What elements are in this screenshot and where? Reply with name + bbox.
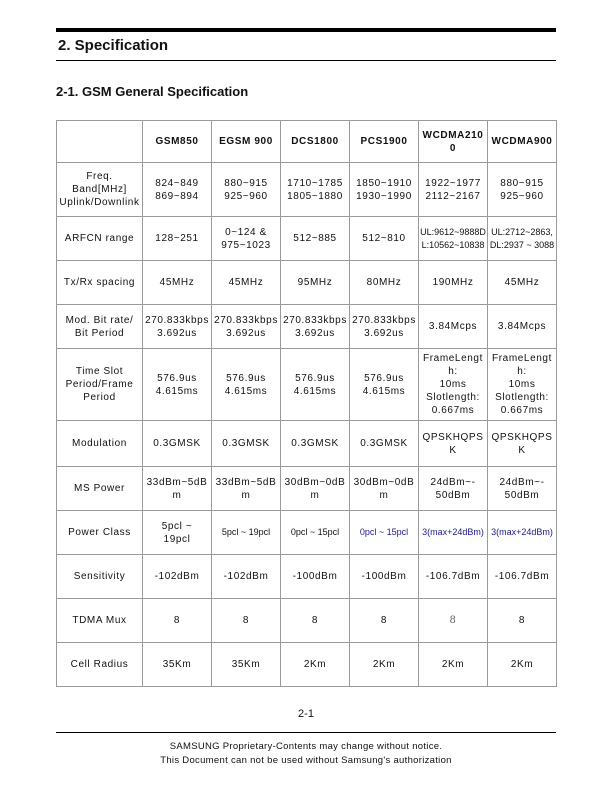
table-cell: 576.9us 4.615ms xyxy=(143,349,212,421)
table-row xyxy=(57,349,557,421)
table-cell: 45MHz xyxy=(143,261,212,305)
table-row xyxy=(57,217,557,261)
table-cell: 95MHz xyxy=(281,261,350,305)
header-cell-dcs1800: DCS1800 xyxy=(281,121,350,163)
table-cell: 33dBm~5dBm xyxy=(143,467,212,511)
header-cell-pcs1900: PCS1900 xyxy=(350,121,419,163)
table-cell: 8 xyxy=(488,599,557,643)
table-cell: 2Km xyxy=(350,643,419,687)
table-cell: 824~849 869~894 xyxy=(143,163,212,217)
table-cell: -100dBm xyxy=(350,555,419,599)
table-cell: 8 xyxy=(212,599,281,643)
table-cell: 30dBm~0dBm xyxy=(350,467,419,511)
table-cell: 2Km xyxy=(419,643,488,687)
top-rule xyxy=(56,28,556,32)
table-cell: -100dBm xyxy=(281,555,350,599)
section-title: 2. Specification xyxy=(58,37,169,54)
table-row xyxy=(57,421,557,467)
row-label-sensitivity: Sensitivity xyxy=(57,555,143,599)
row-label-freq-band: Freq. Band[MHz] Uplink/Downlink xyxy=(57,163,143,217)
table-cell: FrameLength: 10ms Slotlength: 0.667ms xyxy=(488,349,557,421)
header-cell-wcdma900: WCDMA900 xyxy=(488,121,557,163)
table-cell: 8 xyxy=(281,599,350,643)
table-cell: 8 xyxy=(143,599,212,643)
row-label-mod-bit-rate: Mod. Bit rate/ Bit Period xyxy=(57,305,143,349)
table-cell: 8 xyxy=(350,599,419,643)
header-cell-gsm850: GSM850 xyxy=(143,121,212,163)
page-number: 2-1 xyxy=(298,708,314,720)
header-row xyxy=(57,121,557,163)
table-row xyxy=(57,467,557,511)
table-cell: 880~915 925~960 xyxy=(488,163,557,217)
header-cell-egsm900: EGSM 900 xyxy=(212,121,281,163)
table-cell: -106.7dBm xyxy=(488,555,557,599)
header-cell-wcdma2100: WCDMA2100 xyxy=(419,121,488,163)
table-cell: 3(max+24dBm) xyxy=(488,511,557,555)
table-cell: 270.833kbps 3.692us xyxy=(143,305,212,349)
table-cell: 576.9us 4.615ms xyxy=(212,349,281,421)
row-label-power-class: Power Class xyxy=(57,511,143,555)
subsection-title: 2-1. GSM General Specification xyxy=(56,84,249,99)
table-cell: 512~885 xyxy=(281,217,350,261)
table-cell: FrameLength: 10ms Slotlength: 0.667ms xyxy=(419,349,488,421)
table-cell: 8 xyxy=(419,599,488,643)
row-label-cell-radius: Cell Radius xyxy=(57,643,143,687)
table-cell: 24dBm~- 50dBm xyxy=(488,467,557,511)
table-cell: 0pcl ~ 15pcl xyxy=(281,511,350,555)
table-cell: 33dBm~5dBm xyxy=(212,467,281,511)
row-label-modulation: Modulation xyxy=(57,421,143,467)
table-cell: 45MHz xyxy=(212,261,281,305)
footer xyxy=(0,740,612,768)
table-cell: 2Km xyxy=(488,643,557,687)
table-cell: 576.9us 4.615ms xyxy=(350,349,419,421)
table-cell: 2Km xyxy=(281,643,350,687)
table-cell: 270.833kbps 3.692us xyxy=(281,305,350,349)
table-cell: 5pcl ~ 19pcl xyxy=(143,511,212,555)
table-row xyxy=(57,643,557,687)
table-cell: 270.833kbps 3.692us xyxy=(212,305,281,349)
table-cell: 30dBm~0dBm xyxy=(281,467,350,511)
table-row xyxy=(57,555,557,599)
table-cell: 190MHz xyxy=(419,261,488,305)
table-row xyxy=(57,511,557,555)
table-cell: QPSKHQPSK xyxy=(488,421,557,467)
table-cell: 576.9us 4.615ms xyxy=(281,349,350,421)
row-label-txrx-spacing: Tx/Rx spacing xyxy=(57,261,143,305)
table-cell: UL:2712~2863,DL:2937 ~ 3088 xyxy=(488,217,557,261)
table-cell: 35Km xyxy=(143,643,212,687)
table-row xyxy=(57,163,557,217)
table-cell: -102dBm xyxy=(212,555,281,599)
table-cell: 270.833kbps 3.692us xyxy=(350,305,419,349)
footer-rule xyxy=(56,732,556,733)
table-cell: 1922~1977 2112~2167 xyxy=(419,163,488,217)
table-cell: UL:9612~9888DL:10562~10838 xyxy=(419,217,488,261)
row-label-time-slot: Time Slot Period/Frame Period xyxy=(57,349,143,421)
table-cell: 80MHz xyxy=(350,261,419,305)
table-cell: -102dBm xyxy=(143,555,212,599)
footer-line-2: This Document can not be used without Samsung's authorization xyxy=(160,755,452,766)
title-rule xyxy=(56,60,556,61)
table-cell: 880~915 925~960 xyxy=(212,163,281,217)
table-cell: 512~810 xyxy=(350,217,419,261)
table-row xyxy=(57,261,557,305)
row-label-ms-power: MS Power xyxy=(57,467,143,511)
table-cell: 24dBm~- 50dBm xyxy=(419,467,488,511)
table-cell: 0.3GMSK xyxy=(143,421,212,467)
table-cell: QPSKHQPSK xyxy=(419,421,488,467)
table-cell: 0pcl ~ 15pcl xyxy=(350,511,419,555)
table-cell: 1850~1910 1930~1990 xyxy=(350,163,419,217)
table-cell: 35Km xyxy=(212,643,281,687)
table-row xyxy=(57,599,557,643)
table-cell: 5pcl ~ 19pcl xyxy=(212,511,281,555)
row-label-arfcn: ARFCN range xyxy=(57,217,143,261)
table-cell: 45MHz xyxy=(488,261,557,305)
table-cell: 3.84Mcps xyxy=(419,305,488,349)
table-cell: 0.3GMSK xyxy=(281,421,350,467)
header-cell-empty xyxy=(57,121,143,163)
table-cell: 3.84Mcps xyxy=(488,305,557,349)
table-cell: 128~251 xyxy=(143,217,212,261)
table-cell: 0~124 & 975~1023 xyxy=(212,217,281,261)
table-cell: 0.3GMSK xyxy=(350,421,419,467)
footer-line-1: SAMSUNG Proprietary-Contents may change without notice. xyxy=(169,741,443,752)
table-row xyxy=(57,305,557,349)
table-cell: 3(max+24dBm) xyxy=(419,511,488,555)
gsm-spec-table xyxy=(56,120,557,687)
table-cell: 1710~1785 1805~1880 xyxy=(281,163,350,217)
table-cell: -106.7dBm xyxy=(419,555,488,599)
table-cell: 0.3GMSK xyxy=(212,421,281,467)
row-label-tdma-mux: TDMA Mux xyxy=(57,599,143,643)
